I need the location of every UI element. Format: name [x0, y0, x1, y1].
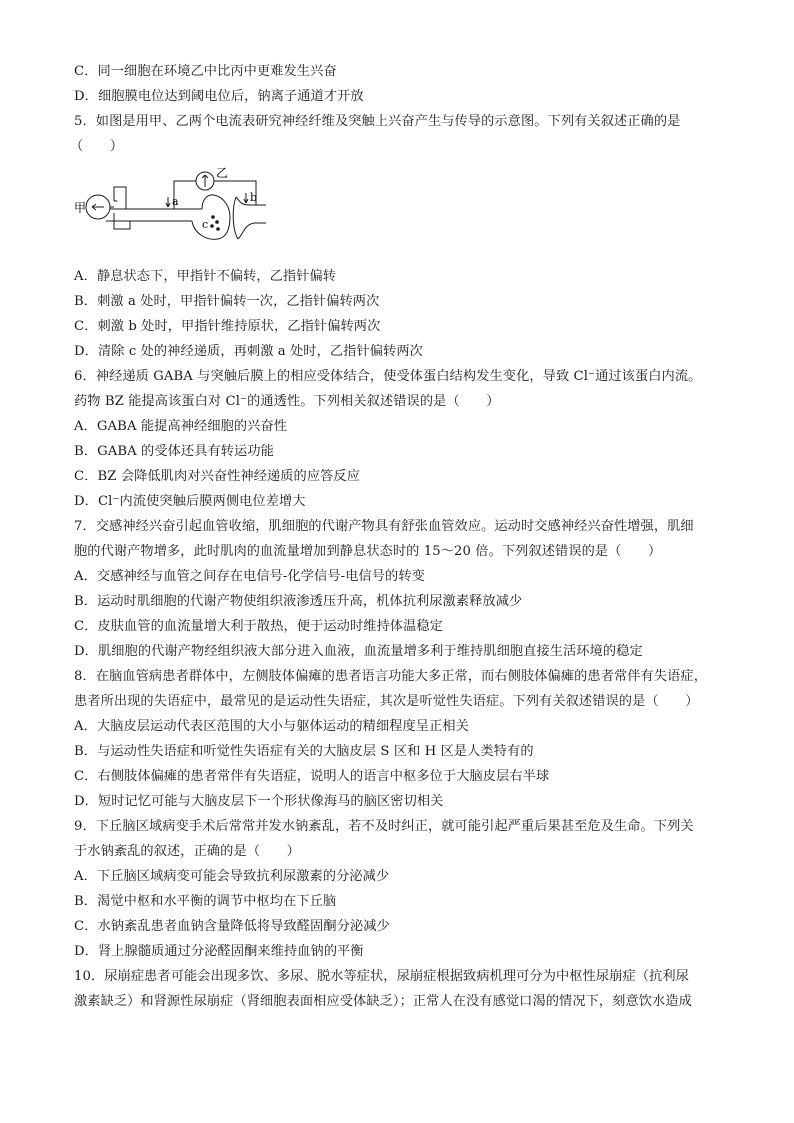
q10-stem-line-2: 激素缺乏）和肾源性尿崩症（肾细胞表面相应受体缺乏）；正常人在没有感觉口渴的情况下，刻意饮水造成 — [74, 994, 692, 1009]
q8-option-b: B．与运动性失语症和听觉性失语症有关的大脑皮层 S 区和 H 区是人类特有的 — [74, 744, 534, 759]
q5-option-c: C．刺激 b 处时，甲指针维持原状，乙指针偏转两次 — [74, 319, 381, 334]
q8-stem-line-1: 8．在脑血管病患者群体中，左侧肢体偏瘫的患者语言功能大多正常，而右侧肢体偏瘫的患者常伴有失语症， — [74, 669, 707, 684]
q8-option-c: C．右侧肢体偏瘫的患者常伴有失语症，说明人的语言中枢多位于大脑皮层右半球 — [74, 769, 550, 784]
q7-stem-line-1: 7．交感神经兴奋引起血管收缩，肌细胞的代谢产物具有舒张血管效应。运动时交感神经兴奋性增强，肌细 — [74, 519, 694, 534]
q5-option-a: A．静息状态下，甲指针不偏转，乙指针偏转 — [74, 269, 337, 284]
q7-option-a: A．交感神经与血管之间存在电信号-化学信号-电信号的转变 — [74, 569, 425, 584]
q7-option-d: D．肌细胞的代谢产物经组织液大部分进入血液，血流量增多利于维持肌细胞直接生活环境的稳定 — [74, 644, 643, 659]
q8-option-a: A．大脑皮层运动代表区范围的大小与躯体运动的精细程度呈正相关 — [74, 719, 469, 734]
q6-stem-line-1: 6．神经递质 GABA 与突触后膜上的相应受体结合，使受体蛋白结构发生变化，导致 Cl⁻通过该蛋白内流。 — [74, 369, 702, 384]
q8-stem-line-2: 患者所出现的失语症中，最常见的是运动性失语症，其次是听觉性失语症。下列有关叙述错误的是（ ） — [74, 694, 699, 709]
q6-option-c: C．BZ 会降低肌肉对兴奋性神经递质的应答反应 — [74, 469, 360, 484]
q9-stem-line-2: 于水钠紊乱的叙述，正确的是（ ） — [74, 844, 300, 859]
q5-option-b: B．刺激 a 处时，甲指针偏转一次，乙指针偏转两次 — [74, 294, 380, 309]
q6-option-d: D．Cl⁻内流使突触后膜两侧电位差增大 — [74, 494, 306, 509]
label-c: c — [202, 218, 209, 231]
q5-answer-paren: （ ） — [70, 139, 124, 154]
q7-option-c: C．皮肤血管的血流量增大利于散热，便于运动时维持体温稳定 — [74, 619, 443, 634]
q9-option-b: B．渴觉中枢和水平衡的调节中枢均在下丘脑 — [74, 894, 337, 909]
label-b: b — [250, 191, 258, 204]
q9-stem-line-1: 9．下丘脑区域病变手术后常常并发水钠紊乱，若不及时纠正，就可能引起严重后果甚至危及生命。下列关 — [74, 819, 694, 834]
q4-option-d: D．细胞膜电位达到阈电位后，钠离子通道才开放 — [74, 89, 364, 104]
q5-option-d: D．清除 c 处的神经递质，再刺激 a 处时，乙指针偏转两次 — [74, 344, 423, 359]
q5-neuron-diagram — [74, 167, 274, 257]
label-yi: 乙 — [216, 167, 229, 180]
q6-option-b: B．GABA 的受体还具有转运功能 — [74, 444, 274, 459]
q8-option-d: D．短时记忆可能与大脑皮层下一个形状像海马的脑区密切相关 — [74, 794, 444, 809]
q5-stem: 5．如图是用甲、乙两个电流表研究神经纤维及突触上兴奋产生与传导的示意图。下列有关叙述正确的是 — [74, 114, 681, 129]
q7-stem-line-2: 胞的代谢产物增多，此时肌肉的血流量增加到静息状态时的 15～20 倍。下列叙述错误的是（ ） — [74, 544, 662, 559]
label-a: a — [172, 195, 179, 208]
q7-option-b: B．运动时肌细胞的代谢产物使组织液渗透压升高，机体抗利尿激素释放减少 — [74, 594, 523, 609]
label-jia: 甲 — [74, 201, 87, 215]
q6-option-a: A．GABA 能提高神经细胞的兴奋性 — [74, 419, 288, 434]
q6-stem-line-2: 药物 BZ 能提高该蛋白对 Cl⁻的通透性。下列相关叙述错误的是（ ） — [74, 394, 500, 409]
q9-option-d: D．肾上腺髓质通过分泌醛固酮来维持血钠的平衡 — [74, 944, 364, 959]
q9-option-c: C．水钠紊乱患者血钠含量降低将导致醛固酮分泌减少 — [74, 919, 390, 934]
q9-option-a: A．下丘脑区域病变可能会导致抗利尿激素的分泌减少 — [74, 869, 390, 884]
q10-stem-line-1: 10．尿崩症患者可能会出现多饮、多尿、脱水等症状，尿崩症根据致病机理可分为中枢性尿崩症（抗利尿 — [74, 969, 689, 984]
q4-option-c: C．同一细胞在环境乙中比丙中更难发生兴奋 — [74, 64, 337, 79]
